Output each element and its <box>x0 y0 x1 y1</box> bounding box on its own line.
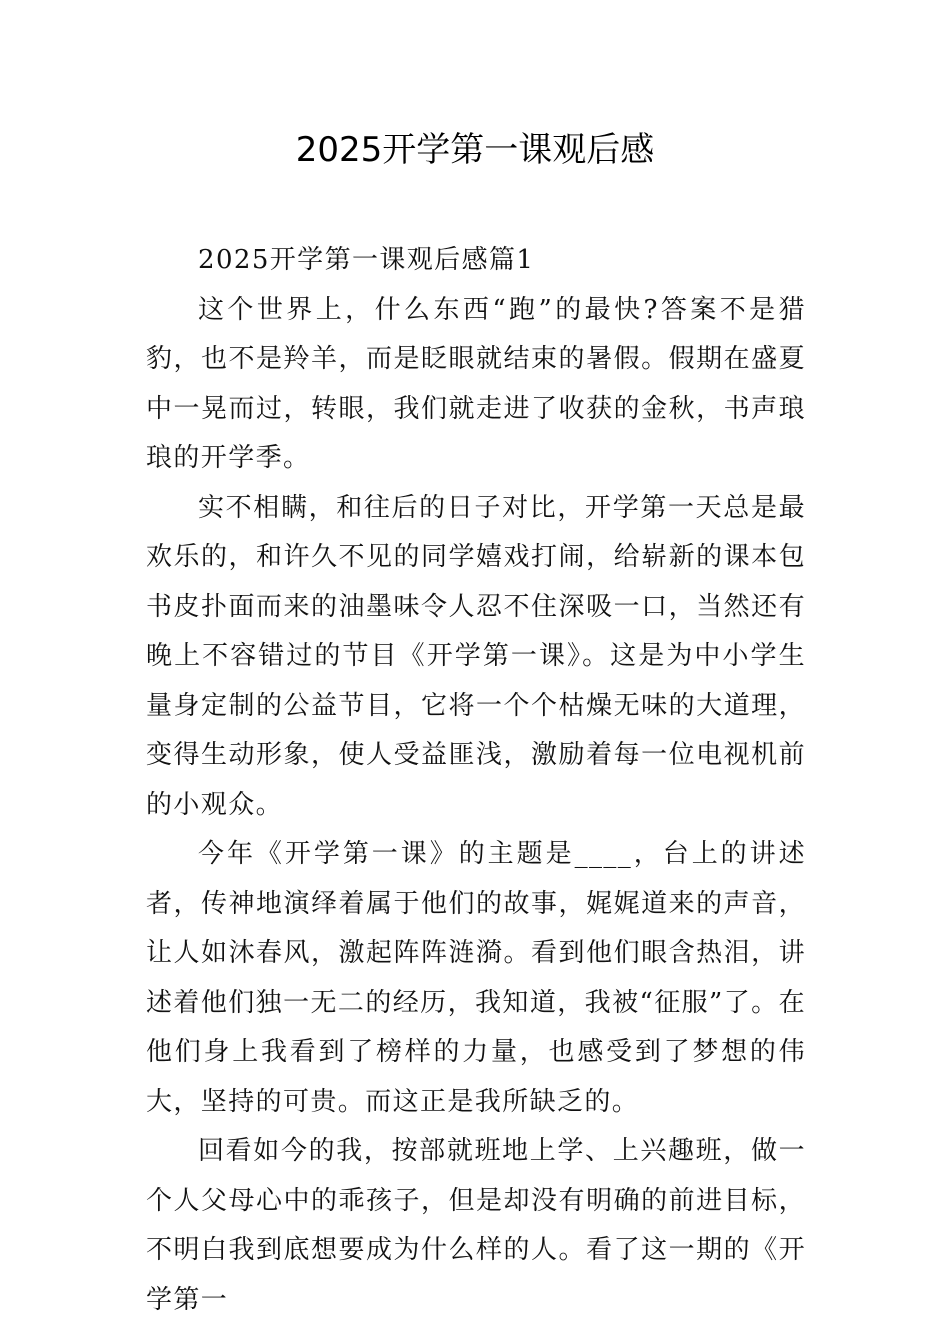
section-heading: 2025开学第一课观后感篇1 <box>198 245 535 275</box>
document-body <box>146 236 806 1325</box>
paragraph-4: 回看如今的我，按部就班地上学、上兴趣班，做一个人父母心中的乖孩子，但是却没有明确的前进目标，不明白我到底想要成为什么样的人。看了这一期的《开学第一 <box>146 1136 806 1315</box>
document-title: 2025开学第一课观后感 <box>295 130 655 170</box>
paragraph-2: 实不相瞒，和往后的日子对比，开学第一天总是最欢乐的，和许久不见的同学嬉戏打闹，给崭新的课本包书皮扑面而来的油墨味令人忍不住深吸一口，当然还有晚上不容错过的节目《开学第一课》。这是为中小学生量身定制的公益节目，它将一个个枯燥无味的大道理，变得生动形象，使人受益匪浅，激励着每一位电视机前的小观众。 <box>146 492 806 820</box>
paragraph-3: 今年《开学第一课》的主题是____，台上的讲述者，传神地演绎着属于他们的故事，娓娓道来的声音，让人如沐春风，激起阵阵涟漪。看到他们眼含热泪，讲述着他们独一无二的经历，我知道，我被“征服”了。在他们身上我看到了榜样的力量，也感受到了梦想的伟大，坚持的可贵。而这正是我所缺乏的。 <box>146 839 806 1117</box>
paragraph-1: 这个世界上，什么东西“跑”的最快?答案不是猎豹，也不是羚羊，而是眨眼就结束的暑假。假期在盛夏中一晃而过，转眼，我们就走进了收获的金秋，书声琅琅的开学季。 <box>146 294 806 473</box>
